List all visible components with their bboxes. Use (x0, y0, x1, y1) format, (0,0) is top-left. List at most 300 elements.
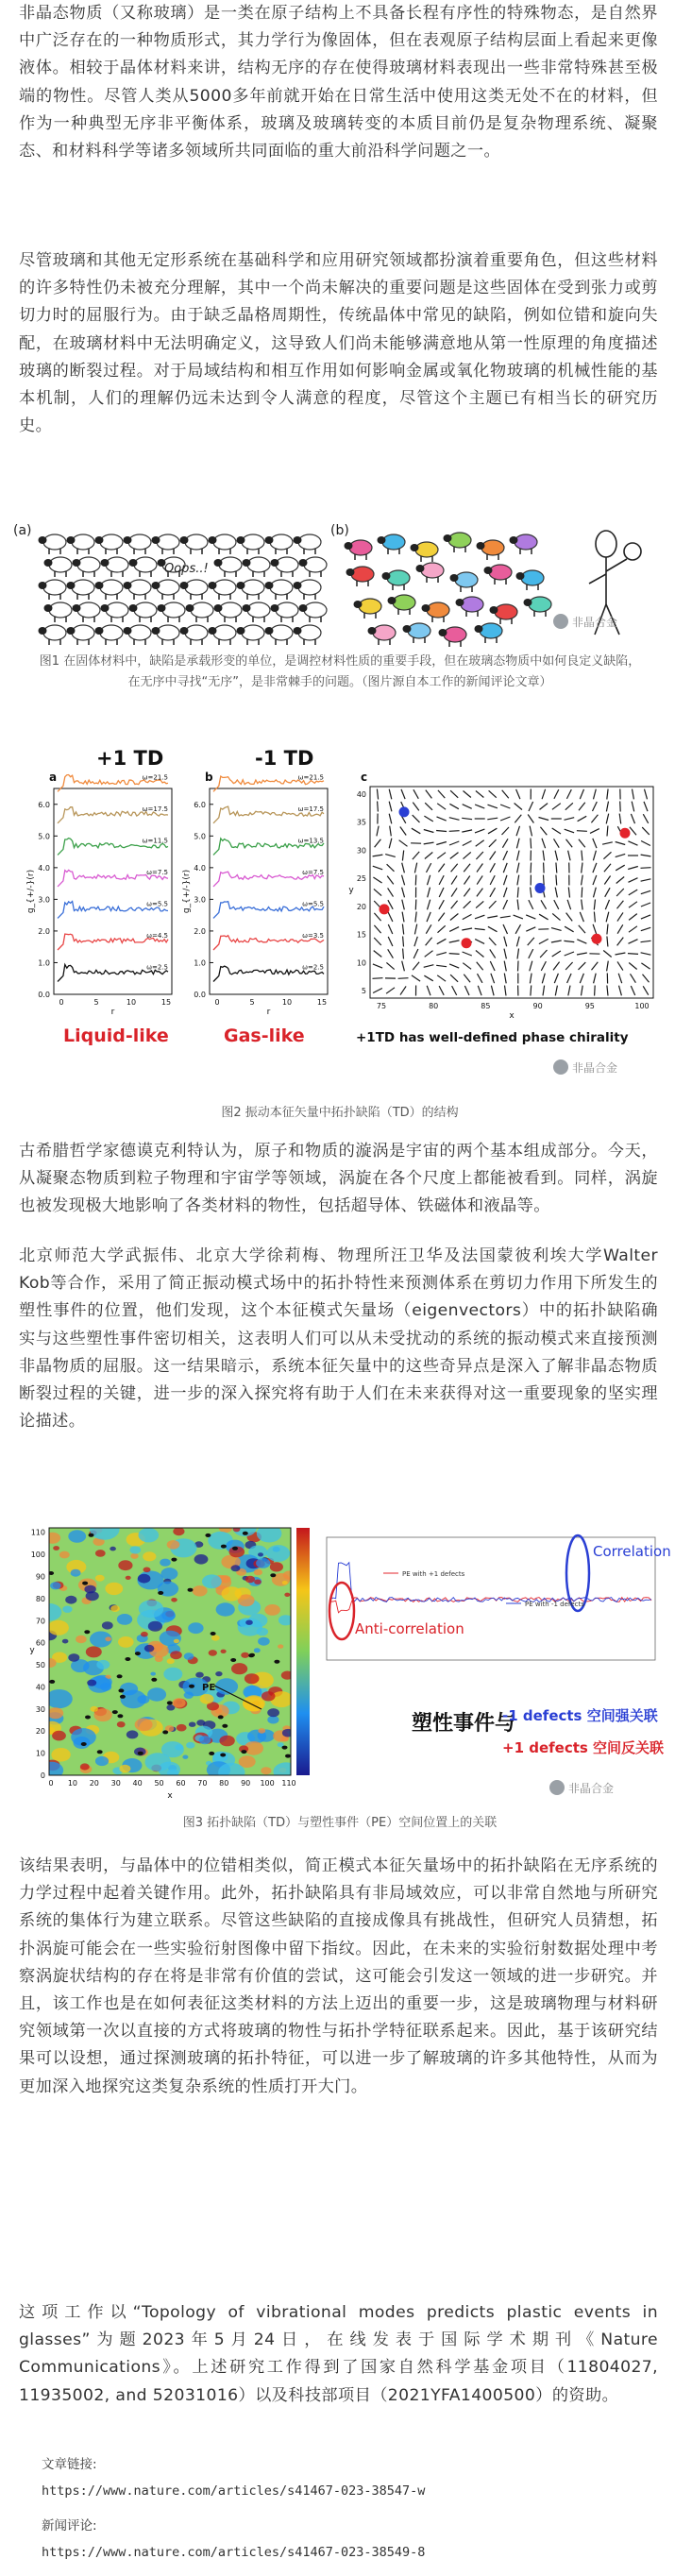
heat-blob (118, 1636, 134, 1648)
sheep-icon (214, 557, 243, 577)
paragraph-research: 北京师范大学武振伟、北京大学徐莉梅、物理所汪卫华及法国蒙彼利埃大学Walter Kob等合作，采用了简正振动模式场中的拓扑特性来预测体系在剪切力作用下所发生的塑性事件的位置，他们发现，这个本征模式矢量场（eigenvectors）中的拓扑缺陷确实与这些塑性事件密切相关，这表明人们可以从未受扰动的系统的振动模式来直接预测非晶物质的屈服。这一结果暗示，系统本征矢量中的这些奇异点是深入了解非晶态物质断裂过程的关键，进一步的深入探究将有助于人们在未来获得对这一重要现象的坚实理论描述。 (19, 1246, 658, 1432)
heat-blob (102, 1621, 113, 1629)
heat-blob (160, 1559, 171, 1567)
sheep-icon (265, 580, 294, 600)
heat-spot (282, 1746, 288, 1750)
vector-arrow (556, 875, 557, 886)
y-tick-label: 30 (356, 846, 366, 856)
heat-blob (163, 1668, 182, 1681)
x-tick-label: 100 (634, 1002, 650, 1010)
x-tick-label: 20 (89, 1779, 99, 1788)
heat-blob (139, 1600, 163, 1618)
sheep-icon (129, 602, 158, 622)
sheep-icon (158, 602, 186, 622)
y-tick-label: 90 (35, 1572, 45, 1582)
y-tick-label: 50 (35, 1661, 45, 1670)
heat-spot (248, 1653, 254, 1657)
heat-spot (209, 1752, 214, 1755)
pe-label: PE (202, 1683, 216, 1693)
vector-arrow (518, 961, 519, 972)
heat-blob (141, 1632, 148, 1637)
x-tick-label: 50 (154, 1779, 164, 1788)
heat-blob (221, 1650, 227, 1653)
sheep-icon (39, 625, 67, 645)
heat-blob (273, 1762, 298, 1780)
x-tick-label: 70 (197, 1779, 208, 1788)
figure-1-illustration (11, 519, 663, 649)
y-tick-label: 5.0 (194, 832, 206, 841)
heat-blob (139, 1528, 160, 1542)
heat-blob (50, 1582, 60, 1589)
y-tick-label: 10 (35, 1749, 45, 1758)
y-tick-label: 40 (356, 790, 366, 799)
x-tick-label: 15 (160, 998, 172, 1007)
sheep-icon (124, 625, 152, 645)
heat-blob (200, 1694, 214, 1704)
x-tick-label: 15 (316, 998, 328, 1007)
y-tick-label: 6.0 (194, 800, 206, 809)
heat-spot (49, 1680, 55, 1684)
vector-arrow (398, 978, 409, 979)
vector-arrow (641, 868, 651, 869)
sheep-icon (152, 625, 180, 645)
fig1-label-a: (a) (13, 523, 32, 538)
y-tick-label: 4.0 (38, 863, 50, 873)
y-tick-label: 60 (35, 1638, 45, 1648)
sheep-icon (382, 570, 411, 590)
sheep-icon (237, 580, 265, 600)
heat-blob (282, 1729, 294, 1737)
sheep-colored-b (345, 533, 552, 647)
y-tick-label: 0 (40, 1771, 45, 1780)
x-tick-label: 30 (110, 1779, 121, 1788)
fig2-panel-a (26, 773, 172, 1017)
heat-spot (230, 1658, 236, 1662)
paragraph-conclusion: 该结果表明，与晶体中的位错相类似，简正模式本征矢量场中的拓扑缺陷在无序系统的力学过程中起着关键作用。此外，拓扑缺陷具有非局域效应，可以非常自然地与所研究系统的集体行为建立联系。尽管这些缺陷的直接成像具有挑战性，但研究人员猜想，拓扑涡旋可能会在一些实验衍射图像中留下指纹。因此，在未来的实验衍射数据处理中考察涡旋状结构的存在将是非常有价值的尝试，这可能会引发这一领域的进一步研究。并且，该工作也是在如何表征这类材料的方法上迈出的重要一步，这是玻璃物理与材料研究领域第一次以直接的方式将玻璃的物性与拓扑学特征联系起来。因此，基于该研究结果可以设想，通过探测玻璃的拓扑特征，可以进一步了解玻璃的许多其他特性，从而为更加深入地探究这类复杂系统的性质打开大门。 (19, 1856, 658, 2096)
heat-spot (84, 1630, 90, 1634)
sheep-icon (378, 534, 406, 554)
defect-dot (380, 904, 390, 914)
y-tick-label: 0.0 (38, 991, 50, 999)
sheep-icon (411, 542, 439, 562)
heat-blob (84, 1585, 95, 1594)
x-tick-label: 10 (67, 1779, 78, 1788)
figure-1-caption: 图1 在固体材料中，缺陷是承载形变的单位，是调控材料性质的重要手段，但在玻璃态物质中如何良定义缺陷，在无序中寻找“无序”，是非常棘手的问题。（图片源自本工作的新闻评论文章） (39, 654, 641, 689)
sheep-icon (299, 602, 328, 622)
y-tick-label: 30 (35, 1704, 45, 1714)
figure-2-caption: 图2 振动本征矢量中拓扑缺陷（TD）的结构 (221, 1106, 459, 1120)
heat-blob (161, 1611, 176, 1620)
heat-blob (160, 1568, 177, 1580)
heat-spot (285, 1754, 291, 1758)
legend-plus-label: PE with +1 defects (402, 1570, 465, 1578)
x-axis-label: x (167, 1791, 173, 1801)
sheep-icon (73, 602, 101, 622)
fig2-chirality-note: +1TD has well-defined phase chirality (356, 1030, 629, 1045)
heat-blob (48, 1620, 69, 1635)
x-tick-label: 75 (376, 1002, 387, 1010)
heat-blob (52, 1731, 66, 1741)
sheep-icon (214, 602, 243, 622)
heat-blob (257, 1525, 282, 1543)
heat-spot (89, 1534, 94, 1537)
sheep-icon (101, 602, 129, 622)
heat-spot (274, 1660, 279, 1664)
y-tick-label: 1.0 (38, 958, 50, 968)
sheep-icon (403, 623, 431, 643)
anti-correlation-label: Anti-correlation (355, 1620, 464, 1637)
heat-blob (215, 1671, 222, 1676)
x-tick-label: 85 (481, 1002, 491, 1010)
heat-blob (209, 1650, 217, 1656)
vector-arrow (373, 978, 383, 979)
heat-blob (222, 1586, 242, 1601)
x-tick-label: 95 (584, 1002, 595, 1010)
heat-spot (135, 1652, 141, 1655)
fig2-label-c: c (361, 771, 368, 784)
sheep-icon (422, 602, 450, 622)
heat-blob (189, 1722, 196, 1727)
vector-arrow (620, 802, 621, 812)
vector-arrow (449, 954, 460, 955)
heat-blob (145, 1753, 172, 1771)
vector-arrow (531, 986, 532, 996)
omega-label: ω=13.5 (297, 837, 324, 845)
heat-blob (257, 1628, 268, 1636)
sheep-icon (95, 534, 124, 554)
heat-blob (241, 1652, 249, 1658)
heat-blob (65, 1596, 76, 1604)
heat-blob (193, 1585, 208, 1596)
y-tick-label: 20 (35, 1727, 45, 1737)
heat-spot (151, 1678, 157, 1682)
y-tick-label: 3.0 (194, 895, 206, 905)
x-tick-label: 5 (249, 998, 255, 1007)
heat-blob (212, 1752, 228, 1763)
sheep-icon (294, 580, 322, 600)
fig3-watermark: 非晶合金 (568, 1782, 615, 1795)
sheep-icon (439, 627, 467, 647)
heat-blob (186, 1742, 194, 1749)
y-axis-label: y (348, 886, 354, 895)
heat-blob (45, 1689, 72, 1708)
heat-blob (167, 1658, 175, 1664)
heat-blob (76, 1635, 87, 1643)
sheep-icon (450, 572, 479, 592)
sheep-icon (388, 595, 416, 615)
figure-2 (11, 741, 663, 1095)
heat-blob (160, 1631, 181, 1647)
sheep-icon (346, 567, 375, 586)
heat-blob (44, 1533, 60, 1544)
heat-spot (162, 1730, 168, 1734)
heat-blob (127, 1730, 139, 1738)
vector-arrow (415, 875, 416, 886)
heat-blob (71, 1569, 81, 1577)
heat-blob (143, 1551, 156, 1561)
x-tick-label: 0 (59, 998, 64, 1007)
heat-spot (218, 1715, 224, 1719)
heat-blob (47, 1707, 63, 1719)
heat-blob (245, 1576, 255, 1583)
fig1-speech: Oops..! (164, 562, 209, 576)
figure-3-caption: 图3 拓扑缺陷（TD）与塑性事件（PE）空间位置上的关联 (182, 1816, 498, 1830)
fig2-liquid-like: Liquid-like (63, 1025, 169, 1046)
heat-blob (110, 1605, 120, 1612)
sheep-icon (294, 534, 322, 554)
heat-blob (262, 1691, 276, 1701)
fig1-label-b: (b) (330, 523, 349, 538)
vector-arrow (577, 831, 587, 832)
heat-blob (172, 1698, 185, 1707)
sheep-icon (475, 623, 503, 643)
y-tick-label: 2.0 (194, 926, 206, 936)
heat-blob (126, 1576, 131, 1580)
omega-label: ω=5.5 (302, 900, 324, 908)
y-axis-label: y (29, 1646, 35, 1655)
heat-blob (144, 1645, 155, 1652)
sheep-icon (124, 534, 152, 554)
heat-blob (68, 1530, 86, 1542)
sheep-icon (368, 625, 397, 645)
y-tick-label: 5 (361, 987, 366, 995)
sheep-icon (516, 570, 545, 590)
fig2-label-b: b (205, 771, 213, 784)
vector-arrow (378, 802, 379, 812)
omega-label: ω=21.5 (142, 773, 168, 782)
x-tick-label: 100 (260, 1779, 275, 1788)
y-tick-label: 20 (356, 902, 366, 911)
y-tick-label: 100 (30, 1551, 45, 1560)
sheep-icon (444, 533, 472, 552)
article-link[interactable]: https://www.nature.com/articles/s41467-023-38547-w (42, 2483, 426, 2499)
heat-blob (245, 1620, 253, 1625)
heat-blob (211, 1635, 220, 1641)
watermark-logo-icon (553, 614, 617, 629)
heat-blob (256, 1558, 270, 1568)
y-tick-label: 0.0 (194, 991, 206, 999)
heat-spot (85, 1716, 91, 1720)
heat-blob (148, 1621, 162, 1632)
heat-blob (105, 1583, 123, 1595)
heat-blob (91, 1706, 98, 1712)
heat-blob (170, 1651, 182, 1659)
heat-blob (62, 1639, 69, 1644)
omega-label: ω=17.5 (142, 805, 168, 813)
omega-label: ω=7.5 (146, 868, 168, 876)
defect-dot (535, 883, 546, 893)
heat-blob (245, 1673, 260, 1684)
heat-blob (137, 1695, 149, 1703)
sheep-icon (209, 580, 237, 600)
heat-blob (202, 1574, 222, 1588)
heat-blob (199, 1736, 211, 1744)
sheep-icon (180, 534, 209, 554)
heat-blob (155, 1656, 163, 1662)
omega-label: ω=11.5 (142, 837, 168, 845)
defect-dot (620, 828, 631, 839)
heat-spot (189, 1685, 194, 1688)
heat-blob (59, 1551, 70, 1559)
omega-label: ω=2.5 (302, 963, 324, 972)
y-axis-label: g_{+/-}(r) (182, 869, 192, 914)
heat-blob (138, 1574, 151, 1584)
sheep-icon (95, 580, 124, 600)
heat-blob (219, 1736, 234, 1747)
heat-blob (282, 1581, 288, 1585)
heat-blob (177, 1724, 187, 1732)
heat-blob (184, 1652, 194, 1660)
heat-blob (254, 1569, 262, 1576)
heat-blob (105, 1636, 111, 1641)
x-axis-label: r (266, 1008, 271, 1017)
heat-blob (284, 1593, 290, 1597)
heat-blob (258, 1728, 265, 1734)
heat-blob (188, 1622, 203, 1634)
x-tick-label: 10 (281, 998, 293, 1007)
plot-frame (370, 787, 653, 998)
fig3-plastic-label: 塑性事件与 (412, 1712, 516, 1736)
vector-arrow (415, 900, 416, 910)
sheep-icon (490, 604, 518, 624)
sheep-icon (456, 597, 484, 617)
heat-spot (211, 1632, 216, 1635)
paragraph-vortex: 古希腊哲学家德谟克利特认为，原子和物质的漩涡是宇宙的两个基本组成部分。今天，从凝聚态物质到粒子物理和宇宙学等领域，涡旋在各个尺度上都能被看到。同样，涡旋也被发现极大地影响了各类材料的物性，包括超导体、铁磁体和液晶等。 (19, 1142, 658, 1216)
heat-spot (82, 1582, 88, 1585)
sheep-icon (180, 580, 209, 600)
heat-spot (112, 1710, 118, 1714)
heat-blob (110, 1547, 116, 1551)
sheep-icon (39, 534, 67, 554)
heat-blob (231, 1565, 241, 1571)
heat-blob (150, 1672, 156, 1676)
heat-blob (130, 1546, 142, 1553)
y-tick-label: 2.0 (38, 926, 50, 936)
article-link-label: 文章链接: (42, 2457, 97, 2472)
heat-blob (135, 1719, 153, 1732)
sheep-icon (477, 540, 505, 560)
heat-blob (258, 1637, 270, 1646)
heat-blob (283, 1570, 295, 1579)
heat-blob (95, 1550, 106, 1557)
vector-arrow (531, 863, 532, 873)
y-tick-label: 35 (356, 818, 366, 827)
news-link[interactable]: https://www.nature.com/articles/s41467-023-38549-8 (42, 2545, 426, 2560)
sheep-icon (67, 625, 95, 645)
fig2-label-a: a (49, 771, 58, 784)
paragraph-problem: 尽管玻璃和其他无定形系统在基础科学和应用研究领域都扮演着重要角色，但这些材料的许多特性仍未被充分理解，其中一个尚未解决的重要问题是这些固体在受到张力或剪切力时的屈服行为。由于缺乏晶格周期性，传统晶体中常见的缺陷，例如位错和旋向失配，在玻璃材料中无法明确定义，这导致人们尚未能够满意地从第一性原理的角度描述玻璃的断裂过程。对于局域结构和相互作用如何影响金属或氧化物玻璃的机械性能的基本机制，人们的理解仍远未达到令人满意的程度，尽管这个主题已有相当长的研究历史。 (19, 251, 658, 436)
heat-spot (117, 1714, 123, 1718)
fig1-watermark: 非晶合金 (572, 616, 618, 629)
sheep-icon (44, 557, 73, 577)
heat-blob (68, 1653, 79, 1662)
y-axis-label: g_{+/-}(r) (26, 869, 36, 914)
sheep-icon (271, 557, 299, 577)
heat-spot (221, 1545, 227, 1549)
paragraph-publication: 这项工作以“Topology of vibrational modes predicts plastic events in glasses”为题2023年5月24日，在线发表于国际学术期刊《Nature Communications》。上述研究工作得到了国家自然科学基金项目（11804027, 11935002, and 52031016）以及科技部项目（2021YFA1400500）的资助。 (19, 2303, 658, 2405)
heat-spot (171, 1558, 177, 1562)
news-link-label: 新闻评论: (42, 2518, 97, 2534)
fig2-watermark: 非晶合金 (572, 1061, 618, 1075)
x-tick-label: 90 (532, 1002, 543, 1010)
heat-blob (266, 1545, 290, 1562)
sheep-icon (265, 534, 294, 554)
omega-label: ω=7.5 (302, 868, 324, 876)
heat-blob (196, 1720, 205, 1726)
heat-blob (195, 1672, 204, 1678)
heat-spot (232, 1547, 238, 1551)
sheep-icon (271, 602, 299, 622)
heat-blob (147, 1687, 166, 1701)
sheep-icon (67, 534, 95, 554)
heat-spot (81, 1742, 87, 1746)
y-tick-label: 4.0 (194, 863, 206, 873)
sheep-icon (294, 625, 322, 645)
fig3-neg-defects: -1 defects 空间强关联 (502, 1707, 658, 1724)
sheep-icon (416, 563, 445, 583)
omega-label: ω=5.5 (146, 900, 168, 908)
heat-blob (95, 1756, 109, 1766)
heat-blob (143, 1568, 151, 1573)
x-axis-label: r (110, 1008, 115, 1017)
sheep-icon (152, 534, 180, 554)
legend-minus-label: PE with -1 defects (525, 1601, 584, 1608)
sheep-icon (209, 534, 237, 554)
heat-spot (158, 1591, 163, 1595)
heat-spot (270, 1573, 276, 1577)
sheep-icon (243, 557, 271, 577)
x-axis-label: x (509, 1011, 515, 1021)
y-tick-label: 3.0 (38, 895, 50, 905)
sheep-icon (237, 534, 265, 554)
sheep-icon (152, 580, 180, 600)
heat-spot (243, 1532, 248, 1535)
sheep-grid-a (39, 534, 328, 645)
omega-label: ω=21.5 (297, 773, 324, 782)
heat-blob (117, 1721, 126, 1727)
heat-blob (173, 1527, 184, 1535)
omega-label: ω=3.5 (302, 931, 324, 940)
sheep-icon (73, 557, 101, 577)
fig2-panel-c (348, 787, 653, 1021)
heat-blob (216, 1602, 235, 1616)
sheep-icon (354, 599, 382, 619)
x-tick-label: 90 (241, 1779, 251, 1788)
x-tick-label: 0 (214, 998, 220, 1007)
sheep-icon (510, 534, 538, 554)
figure-3 (11, 1520, 671, 1808)
vector-arrow (595, 986, 596, 996)
defect-dot (592, 934, 602, 944)
heat-blob (194, 1554, 209, 1565)
sheep-icon (129, 557, 158, 577)
defect-dot (399, 806, 410, 817)
heat-spot (167, 1701, 173, 1704)
sheep-icon (67, 580, 95, 600)
heat-blob (258, 1552, 263, 1556)
vector-arrow (544, 863, 545, 873)
heat-blob (267, 1708, 279, 1717)
sheep-icon (243, 602, 271, 622)
x-tick-label: 0 (48, 1779, 54, 1788)
heat-blob (167, 1540, 180, 1550)
figure-3-plots (11, 1520, 671, 1808)
heat-blob (51, 1748, 70, 1762)
heat-spot (205, 1534, 211, 1537)
y-tick-label: 10 (356, 958, 366, 968)
y-tick-label: 110 (30, 1528, 45, 1537)
sheep-icon (124, 580, 152, 600)
